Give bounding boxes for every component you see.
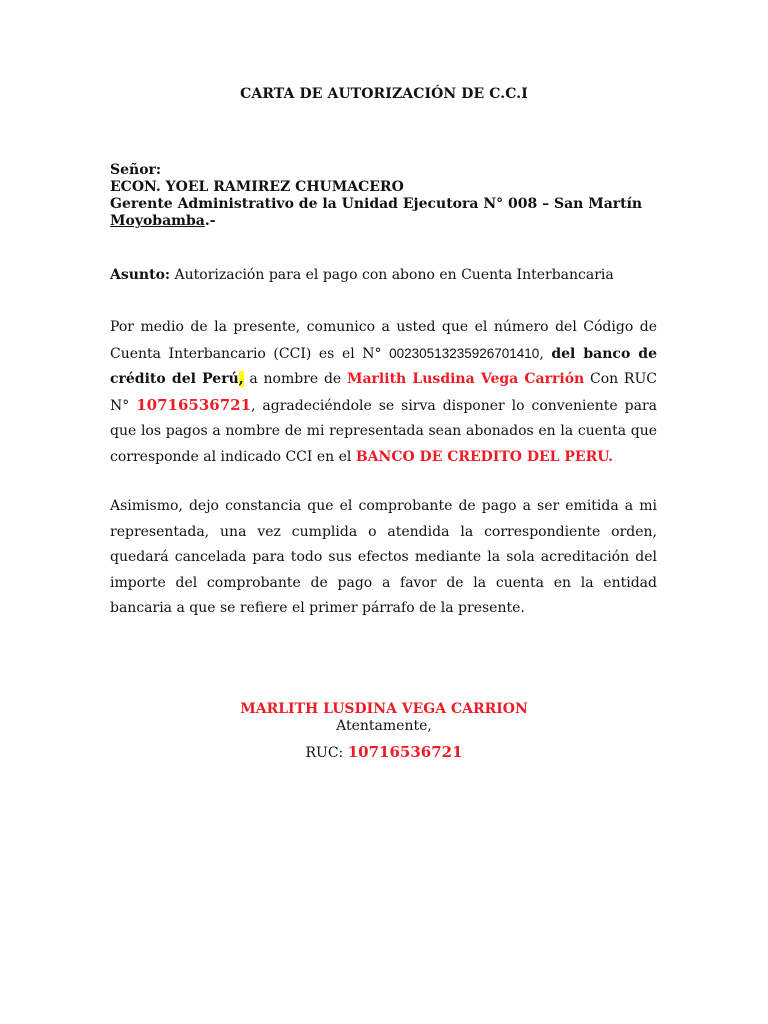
- signer-ruc-value: 10716536721: [347, 743, 463, 761]
- bank-bold: del banco de crédito del Perú: [110, 345, 657, 388]
- signer-name: MARLITH LUSDINA VEGA CARRION: [240, 701, 528, 717]
- recipient-position: Gerente Administrativo de la Unidad Ejecutora N° 008 – San Martín: [110, 196, 643, 212]
- paragraph-cci: [110, 315, 657, 471]
- bank-name: BANCO DE CREDITO DEL PERU.: [355, 448, 614, 465]
- p1-text-d: , agradeciéndole se sirva disponer lo conveniente para que los pagos a nombre de mi representada sean abonados en la cuenta que corresponde al indicado CCI en el: [110, 397, 658, 465]
- holder-name: Marlith Lusdina Vega Carrión: [346, 371, 585, 388]
- recipient-city-suffix: .-: [204, 213, 216, 229]
- signer-ruc-label: RUC:: [305, 745, 348, 761]
- recipient-name: ECON. YOEL RAMIREZ CHUMACERO: [110, 179, 404, 195]
- p1-text-b: a nombre de: [243, 371, 347, 388]
- closing: Atentamente,: [336, 718, 432, 734]
- highlighted-comma: ,: [238, 371, 244, 388]
- recipient-city: Moyobamba: [110, 213, 205, 229]
- paragraph-confirmation: Asimismo, dejo constancia que el comprobante de pago a ser emitida a mi representada, una vez cumplida o atendida la correspondiente orden, quedará cancelada para todo sus efectos mediante la sola acreditación del importe del comprobante de pago a favor de la cuenta en la entidad bancaria a que se refiere el primer párrafo de la presente.: [110, 498, 657, 617]
- ruc-number: 10716536721: [136, 395, 252, 414]
- cci-number: 00230513235926701410: [389, 345, 540, 361]
- letter-title: CARTA DE AUTORIZACIÓN DE C.C.I: [240, 86, 528, 102]
- signer-ruc-line: [0, 744, 768, 762]
- recipient-city-line: [110, 213, 670, 230]
- p1-text-a: Por medio de la presente, comunico a usted que el número del Código de Cuenta Interbancario (CCI) es el N°: [110, 319, 657, 362]
- signature-block: [0, 701, 768, 762]
- p1-text-c: Con RUC N°: [110, 371, 657, 414]
- subject-text: Autorización para el pago con abono en Cuenta Interbancaria: [170, 267, 614, 283]
- recipient-block: [110, 162, 670, 230]
- salutation: Señor:: [110, 162, 162, 178]
- subject-label: Asunto:: [110, 267, 171, 283]
- subject-line: [110, 267, 670, 283]
- p1-comma-a: ,: [539, 345, 552, 362]
